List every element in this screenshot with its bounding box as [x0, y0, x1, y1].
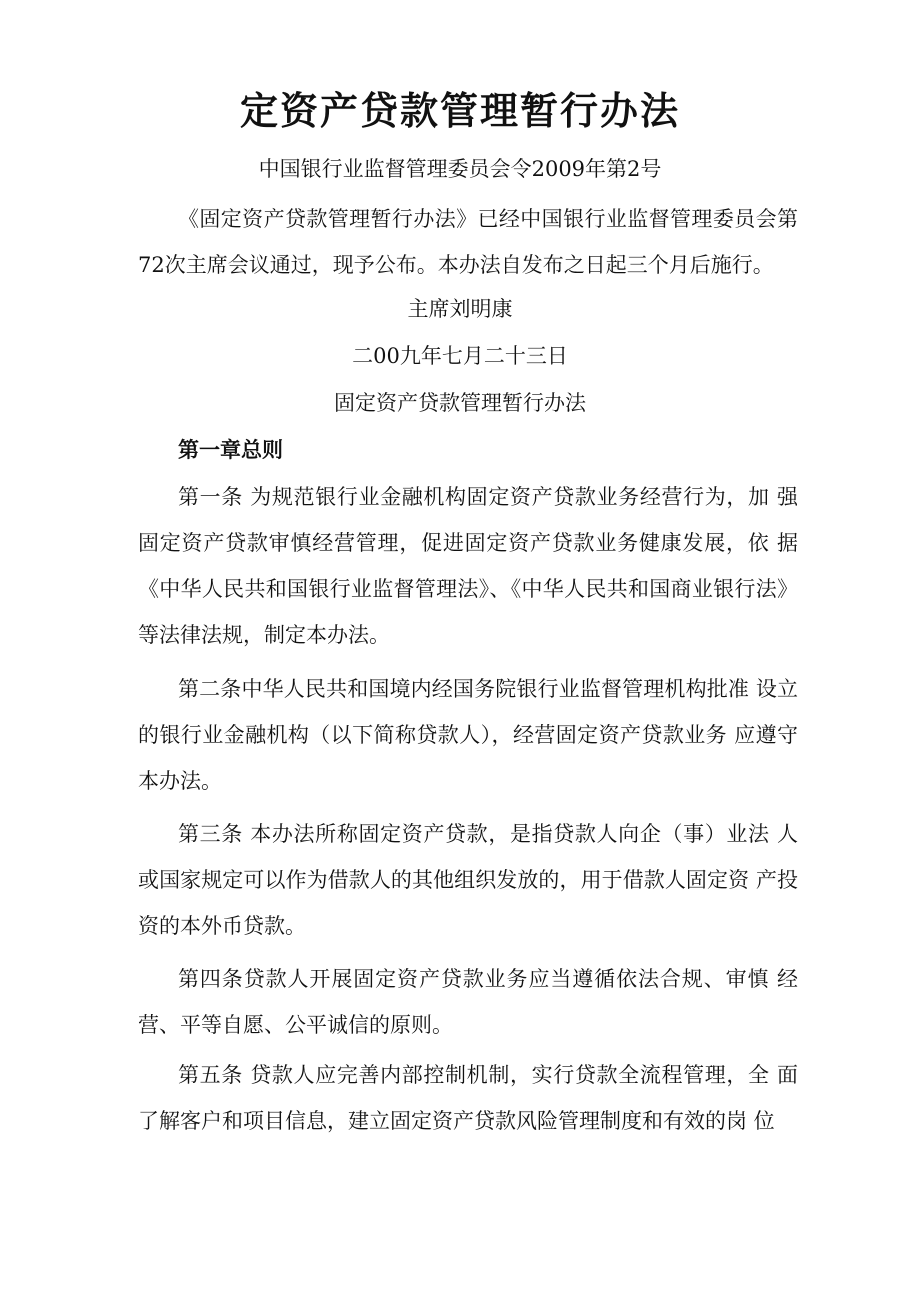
issue-date: 二00九年七月二十三日	[352, 344, 568, 368]
order-number: 中国银行业监督管理委员会令2009年第2号	[258, 157, 662, 181]
document-title: 定资产贷款管理暂行办法	[239, 89, 680, 133]
article-5: 第五条 贷款人应完善内部控制机制，实行贷款全流程管理，全 面了解客户和项目信息，建立固定资产贷款风险管理制度和有效的岗 位	[138, 1063, 798, 1133]
preamble-paragraph: 《固定资产贷款管理暂行办法》已经中国银行业监督管理委员会第 72次主席会议通过，现予公布。本办法自发布之日起三个月后施行。	[138, 207, 798, 277]
document-subtitle: 固定资产贷款管理暂行办法	[334, 391, 586, 415]
article-4: 第四条贷款人开展固定资产贷款业务应当遵循依法合规、审慎 经营、平等自愿、公平诚信的原则。	[138, 967, 798, 1037]
chapter-heading: 第一章总则	[178, 437, 283, 462]
article-1: 第一条 为规范银行业金融机构固定资产贷款业务经营行为，加 强固定资产贷款审慎经营管理，促进固定资产贷款业务健康发展，依 据《中华人民共和国银行业监督管理法》、《中华人民共和国商业银行法》等法律法规，制定本办法。	[138, 485, 798, 647]
article-2: 第二条中华人民共和国境内经国务院银行业监督管理机构批准 设立的银行业金融机构（以下简称贷款人），经营固定资产贷款业务 应遵守本办法。	[138, 677, 798, 793]
chairman-signature: 主席刘明康	[407, 297, 513, 321]
article-3: 第三条 本办法所称固定资产贷款，是指贷款人向企（事）业法 人或国家规定可以作为借款人的其他组织发放的，用于借款人固定资 产投资的本外币贷款。	[138, 822, 798, 938]
